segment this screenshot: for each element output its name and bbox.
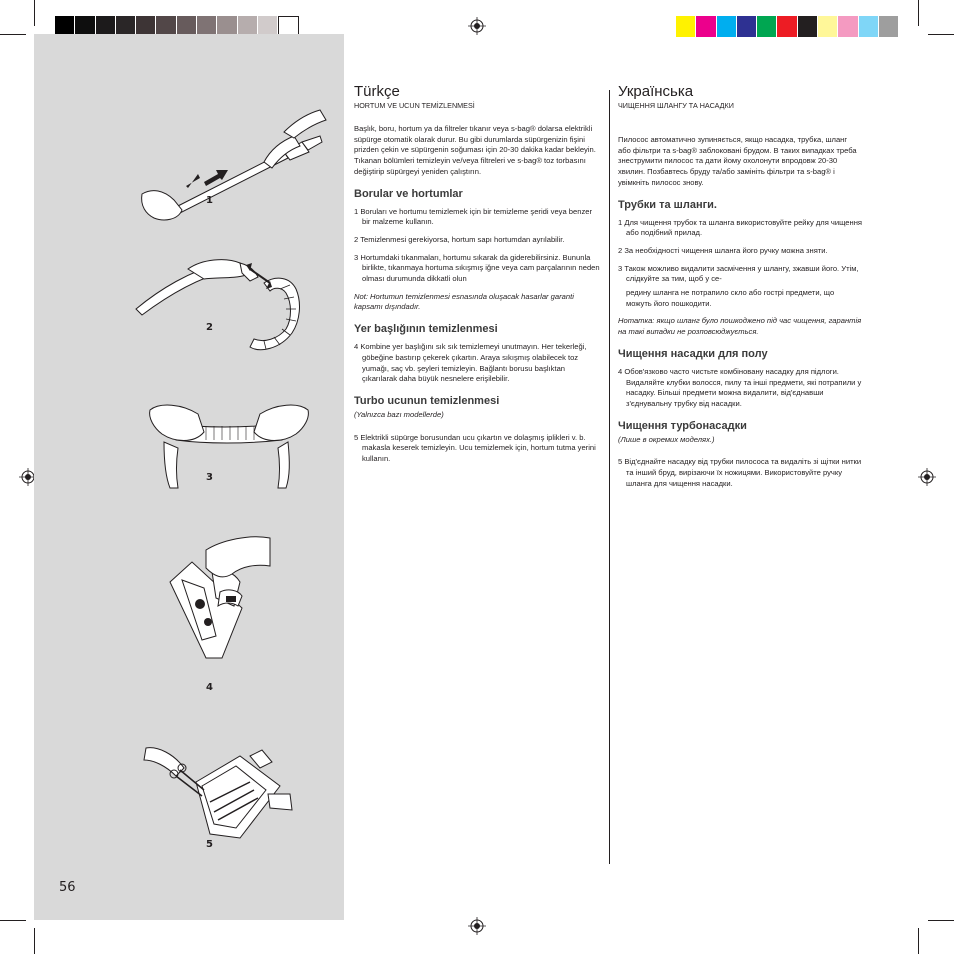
instruction-step: 5 Elektrikli süpürge borusundan ucu çıkartın ve dolaşmış iplikleri v. b. makasla keserek temizleyin. Ucu temizlemek için, hortum tutma yerini kullanın. [354,432,596,464]
instruction-step: 3 Також можливо видалити засмічення у шлангу, зжавши його. Утім, слідкуйте за тим, щоб у се- [618,263,859,284]
crop-mark [928,34,954,35]
crop-mark [928,920,954,921]
instruction-step: 3 Hortumdaki tıkanmaları, hortumu sıkarak da giderebilirsiniz. Bununla birlikte, tıkanmaya hortuma sıkışmış iğne veya cam parçalarının neden olması durumunda dikkatli olun [354,252,600,284]
figure-label: 1 [206,195,213,206]
turkish-subtitle: HORTUM VE UCUN TEMİZLENMESİ [354,101,475,110]
ukrainian-title: Українська [618,83,694,100]
crop-mark [34,928,35,954]
column-divider [609,90,610,864]
crop-mark [34,0,35,26]
crop-mark [918,0,919,26]
color-swatch [717,16,737,37]
turkish-column [354,84,602,472]
figure-label: 4 [206,682,213,693]
figure-label: 2 [206,322,213,333]
registration-mark-icon [468,917,486,935]
color-swatch [859,16,879,37]
turbo-nozzle-illustration [140,742,300,852]
model-note: (Лише в окремих моделях.) [618,434,715,444]
ukrainian-intro: Пилосос автоматично зупиняється, якщо насадка, трубка, шланг або фільтри та s-bag® заблоковані брудом. В таких випадках треба знеструмити пилосос та дати йому охолонути впродовж 20-30 хвилин. Позбавтесь бруду та/або замініть фільтри та s-bag® і увімкніть пилосос знову. [618,135,857,187]
instruction-step: 2 Temizlenmesi gerekiyorsa, hortum sapı hortumdan ayrılabilir. [354,234,565,244]
color-swatch [676,16,696,37]
turkish-title: Türkçe [354,83,400,100]
ukrainian-section-heading: Чищення насадки для полу [618,347,768,360]
figure-label: 5 [206,839,213,850]
turkish-intro: Başlık, boru, hortum ya da filtreler tıkanır veya s-bag® dolarsa elektrikli süpürge otomatik olarak durur. Bu gibi durumlarda süpürgenizin fişini prizden çekin ve süpürgenin soğuması için 20-30 dakika kadar bekleyin. Tıkanan bölümleri temizleyin ve/veya filtreleri ve s-bag® toz torbasını değiştirip süpürgeyi yeniden çalıştırın. [354,124,596,176]
color-swatch [777,16,797,37]
color-swatch [757,16,777,37]
crop-mark [918,928,919,954]
color-swatch [879,16,899,37]
instruction-step: 5 Від'єднайте насадку від трубки пилососа та видаліть зі щітки нитки та інший бруд, вирізаючи їх ножицями. Використовуйте ручку шланга для чищення насадки. [618,457,862,488]
turkish-section-heading: Borular ve hortumlar [354,187,463,200]
ukrainian-section-heading: Трубки та шланги. [618,198,717,211]
turkish-section-heading: Yer başlığının temizlenmesi [354,323,498,336]
pipe-cleaning-illustration [134,102,334,222]
instruction-step: 4 Обов'язково часто чистьте комбіновану насадку для підлоги. Видаляйте клубки волосся, пилу та інші предмети, які потрапили у насадку. Більші предмети можна видалити, від'єднавши з'єднувальну трубку від насадки. [618,366,862,408]
model-note: (Yalnızca bazı modellerde) [354,409,444,419]
warranty-note: Нотатка: якщо шланг було пошкоджено під час чищення, гарантія на такі випадки не розповсюджується. [618,316,862,337]
crop-mark [0,34,26,35]
figure-label: 3 [206,472,213,483]
illustration-panel [34,34,344,920]
registration-mark-icon [468,17,486,35]
ukrainian-section-heading: Чищення турбонасадки [618,419,747,432]
instruction-step: редину шланга не потрапило скло або гострі предмети, що можуть його пошкодити. [626,288,835,308]
process-color-bar [676,16,899,37]
floor-nozzle-illustration [162,532,282,662]
registration-mark-icon [918,468,936,486]
ukrainian-column [618,84,862,496]
color-swatch [818,16,838,37]
color-swatch [838,16,858,37]
hose-squeeze-illustration [144,392,314,492]
color-swatch [798,16,818,37]
ukrainian-subtitle: ЧИЩЕННЯ ШЛАНГУ ТА НАСАДКИ [618,101,734,110]
turkish-section-heading: Turbo ucunun temizlenmesi [354,394,500,407]
page-number: 56 [59,880,76,895]
color-swatch [737,16,757,37]
crop-mark [0,920,26,921]
instruction-step: 4 Kombine yer başlığını sık sık temizlemeyi unutmayın. Her tekerleği, göbeğine bastırıp çekerek çıkartın. Araya sıkışmış olabilecek toz yumağı, saç vb. şeyleri temizleyin. Bağlantı borusu başlıktan çıkarılarak daha büyük nesnelere erişilebilir. [354,342,587,384]
instruction-step: 1 Для чищення трубок та шланга використовуйте рейку для чищення або подібний прилад. [618,217,863,238]
hose-handle-illustration [130,249,330,359]
color-swatch [696,16,716,37]
warranty-note: Not: Hortumun temizlenmesi esnasında oluşacak hasarlar garanti kapsamı dışındadır. [354,291,574,312]
instruction-step: 1 Boruları ve hortumu temizlemek için bir temizleme şeridi veya benzer bir malzeme kullanın. [354,206,593,227]
instruction-step: 2 За необхідності чищення шланга його ручку можна зняти. [618,245,828,255]
